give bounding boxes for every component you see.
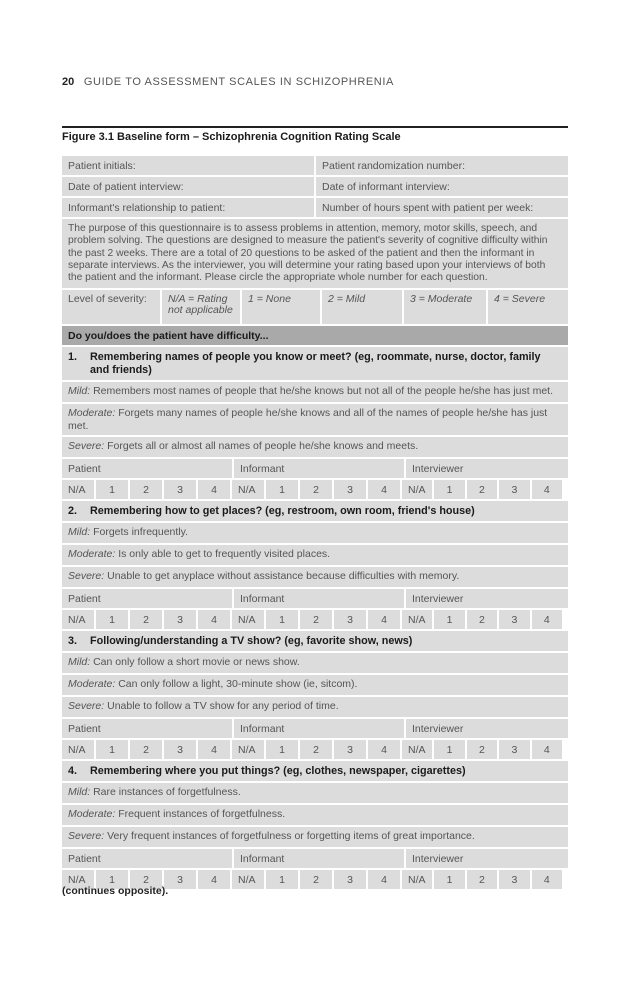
info-row [62,156,568,175]
score-informant-1[interactable]: 1 [266,610,298,629]
severe-text: Forgets all or almost all names of people he/she knows and meets. [104,440,419,453]
running-title: GUIDE TO ASSESSMENT SCALES IN SCHIZOPHRENIA [83,76,394,88]
rater-patient: Patient [62,459,232,478]
continues-note: (continues opposite). [62,885,169,897]
mild-description [62,783,568,803]
score-interviewer-na[interactable]: N/A [402,740,432,759]
score-informant-1[interactable]: 1 [266,740,298,759]
rater-patient: Patient [62,719,232,738]
severity-na: N/A = Rating not applicable [162,290,240,324]
info-row [62,198,568,217]
score-patient-4[interactable]: 4 [198,480,230,499]
rating-form [62,156,568,891]
severe-label: Severe: [68,830,105,843]
section-heading: Do you/does the patient have difficulty... [62,326,568,345]
score-interviewer-na[interactable]: N/A [402,480,432,499]
rater-header-row [62,459,568,478]
severe-text: Unable to follow a TV show for any period of time. [104,700,339,713]
score-row [62,480,568,499]
randomization-number-field[interactable]: Patient randomization number: [316,156,568,175]
rater-interviewer: Interviewer [406,459,568,478]
rater-informant: Informant [234,849,404,868]
rater-header-row [62,849,568,868]
question-text: Remembering where you put things? (eg, clothes, newspaper, cigarettes) [90,765,466,778]
score-patient-2[interactable]: 2 [130,480,162,499]
score-patient-2[interactable]: 2 [130,740,162,759]
score-patient-2[interactable]: 2 [130,870,162,889]
severe-text: Unable to get anyplace without assistance because difficulties with memory. [104,570,460,583]
score-interviewer-na[interactable]: N/A [402,610,432,629]
question-block [62,631,568,759]
severe-label: Severe: [68,570,105,583]
question-block [62,501,568,629]
score-interviewer-2[interactable]: 2 [467,610,497,629]
score-informant-2[interactable]: 2 [300,740,332,759]
score-patient-4[interactable]: 4 [198,610,230,629]
score-patient-4[interactable]: 4 [198,870,230,889]
score-patient-1[interactable]: 1 [96,610,128,629]
score-patient-na[interactable]: N/A [62,610,94,629]
rater-header-row [62,719,568,738]
mild-description [62,523,568,543]
score-patient-3[interactable]: 3 [164,740,196,759]
score-patient-1[interactable]: 1 [96,740,128,759]
mild-description [62,382,568,402]
score-patient-na[interactable]: N/A [62,740,94,759]
score-informant-1[interactable]: 1 [266,480,298,499]
moderate-text: Forgets many names of people he/she knows and all of the names of people he/she has just met. [68,407,548,432]
severe-label: Severe: [68,440,105,453]
rater-patient: Patient [62,589,232,608]
moderate-description [62,545,568,565]
rater-informant: Informant [234,719,404,738]
moderate-description [62,404,568,435]
score-interviewer-3[interactable]: 3 [499,870,529,889]
informant-interview-date-field[interactable]: Date of informant interview: [316,177,568,196]
patient-interview-date-field[interactable]: Date of patient interview: [62,177,314,196]
question-block [62,347,568,499]
rater-informant: Informant [234,589,404,608]
rater-informant: Informant [234,459,404,478]
question-text: Following/understanding a TV show? (eg, favorite show, news) [90,635,413,648]
question-text: Remembering names of people you know or meet? (eg, roommate, nurse, doctor, family and friends) [90,351,541,377]
moderate-text: Is only able to get to frequently visited places. [115,548,331,561]
severe-description [62,437,568,457]
rater-interviewer: Interviewer [406,719,568,738]
score-patient-3[interactable]: 3 [164,610,196,629]
question-title [62,631,568,651]
question-title [62,761,568,781]
score-informant-2[interactable]: 2 [300,480,332,499]
rater-interviewer: Interviewer [406,849,568,868]
severe-description [62,567,568,587]
figure-title: Figure 3.1 Baseline form – Schizophrenia Cognition Rating Scale [62,126,568,143]
score-interviewer-4[interactable]: 4 [532,740,562,759]
info-row [62,177,568,196]
score-informant-4[interactable]: 4 [368,870,400,889]
severe-label: Severe: [68,700,105,713]
score-informant-4[interactable]: 4 [368,740,400,759]
score-interviewer-3[interactable]: 3 [499,610,529,629]
severe-description [62,827,568,847]
mild-label: Mild: [68,526,91,539]
question-text: Remembering how to get places? (eg, restroom, own room, friend's house) [90,505,475,518]
score-informant-na[interactable]: N/A [232,740,264,759]
moderate-label: Moderate: [68,678,116,691]
mild-text: Remembers most names of people that he/she knows but not all of the people he/she has just met. [90,385,554,398]
moderate-label: Moderate: [68,808,116,821]
informant-relationship-field[interactable]: Informant's relationship to patient: [62,198,314,217]
score-informant-4[interactable]: 4 [368,480,400,499]
score-informant-1[interactable]: 1 [266,870,298,889]
score-interviewer-3[interactable]: 3 [499,480,529,499]
rater-interviewer: Interviewer [406,589,568,608]
score-row [62,740,568,759]
score-informant-2[interactable]: 2 [300,870,332,889]
score-interviewer-1[interactable]: 1 [434,480,464,499]
mild-text: Can only follow a short movie or news show. [90,656,300,669]
score-informant-2[interactable]: 2 [300,610,332,629]
rater-header-row [62,589,568,608]
score-interviewer-4[interactable]: 4 [532,480,562,499]
score-interviewer-1[interactable]: 1 [434,740,464,759]
score-interviewer-1[interactable]: 1 [434,870,464,889]
question-number: 3. [68,635,78,648]
severity-mild: 2 = Mild [322,290,402,324]
score-patient-2[interactable]: 2 [130,610,162,629]
question-number: 2. [68,505,78,518]
question-list [62,347,568,889]
score-row [62,610,568,629]
score-patient-3[interactable]: 3 [164,870,196,889]
score-patient-1[interactable]: 1 [96,480,128,499]
moderate-text: Frequent instances of forgetfulness. [115,808,286,821]
question-title [62,347,568,380]
mild-text: Forgets infrequently. [90,526,189,539]
question-number: 4. [68,765,78,778]
score-informant-3[interactable]: 3 [334,610,366,629]
mild-text: Rare instances of forgetfulness. [90,786,241,799]
score-patient-3[interactable]: 3 [164,480,196,499]
score-patient-na[interactable]: N/A [62,870,94,889]
score-informant-na[interactable]: N/A [232,480,264,499]
severe-text: Very frequent instances of forgetfulness or forgetting items of great importance. [104,830,475,843]
question-number: 1. [68,351,78,364]
severity-moderate: 3 = Moderate [404,290,486,324]
severity-legend [62,290,568,324]
moderate-description [62,805,568,825]
mild-label: Mild: [68,786,91,799]
mild-description [62,653,568,673]
mild-label: Mild: [68,385,91,398]
score-informant-na[interactable]: N/A [232,610,264,629]
mild-label: Mild: [68,656,91,669]
score-patient-4[interactable]: 4 [198,740,230,759]
instructions-text: The purpose of this questionnaire is to assess problems in attention, memory, motor skills, speech, and problem solving. The questions are designed to measure the patient's severity of cognitive difficulty within the past 2 weeks. There are a total of 20 questions to be asked of the patient and then the informant in separate interviews. As the interviewer, you will determine your rating based upon your interviews of both the patient and the informant. Please circle the appropriate whole number for each question. [62,219,568,288]
score-informant-3[interactable]: 3 [334,870,366,889]
moderate-text: Can only follow a light, 30-minute show (ie, sitcom). [115,678,358,691]
score-interviewer-2[interactable]: 2 [467,740,497,759]
rater-patient: Patient [62,849,232,868]
score-interviewer-1[interactable]: 1 [434,610,464,629]
severity-label: Level of severity: [62,290,160,324]
question-title [62,501,568,521]
moderate-label: Moderate: [68,548,116,561]
score-patient-1[interactable]: 1 [96,870,128,889]
moderate-label: Moderate: [68,407,116,420]
score-informant-3[interactable]: 3 [334,740,366,759]
score-informant-4[interactable]: 4 [368,610,400,629]
severity-severe: 4 = Severe [488,290,568,324]
page-number: 20 [62,76,75,88]
score-interviewer-na[interactable]: N/A [402,870,432,889]
severe-description [62,697,568,717]
score-informant-na[interactable]: N/A [232,870,264,889]
score-patient-na[interactable]: N/A [62,480,94,499]
score-interviewer-2[interactable]: 2 [467,480,497,499]
moderate-description [62,675,568,695]
score-interviewer-3[interactable]: 3 [499,740,529,759]
score-interviewer-4[interactable]: 4 [532,610,562,629]
score-interviewer-4[interactable]: 4 [532,870,562,889]
patient-initials-field[interactable]: Patient initials: [62,156,314,175]
score-informant-3[interactable]: 3 [334,480,366,499]
hours-per-week-field[interactable]: Number of hours spent with patient per week: [316,198,568,217]
score-interviewer-2[interactable]: 2 [467,870,497,889]
page-header [62,76,394,88]
question-block [62,761,568,889]
severity-none: 1 = None [242,290,320,324]
